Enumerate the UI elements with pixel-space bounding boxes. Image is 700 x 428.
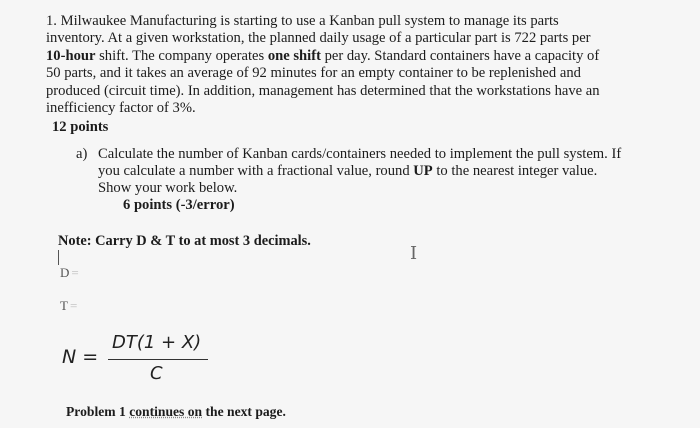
subquestion-marker: a) (76, 146, 88, 162)
problem-points: 12 points (52, 119, 109, 135)
continuation-note: Problem 1 continues on the next page. (66, 404, 286, 419)
t-equals: = (69, 298, 78, 313)
problem-line-2: inventory. At a given workstation, the planned daily usage of a particular part is 722 parts per (46, 30, 591, 47)
subquestion-line-3: Show your work below. (98, 180, 238, 196)
d-equals: = (71, 265, 79, 280)
subquestion-line-2: you calculate a number with a fractional value, round UP to the nearest integer value. (98, 163, 598, 179)
problem-line-3: 10-hour shift. The company operates one shift per day. Standard containers have a capacity of (46, 47, 600, 64)
problem-statement (46, 13, 646, 117)
subquestion-line-1: Calculate the number of Kanban cards/containers needed to implement the pull system. If (98, 146, 622, 162)
formula-lhs: N = (62, 346, 99, 368)
problem-line-5: produced (circuit time). In addition, management has determined that the workstations have an (46, 82, 600, 99)
carry-note: Note: Carry D & T to at most 3 decimals. (58, 233, 311, 249)
ibeam-cursor-icon: I (410, 243, 418, 264)
problem-line-1: 1. Milwaukee Manufacturing is starting to use a Kanban pull system to manage its parts (46, 13, 559, 29)
formula-denominator: C (150, 363, 163, 384)
subquestion-a (76, 146, 636, 214)
subquestion-points: 6 points (-3/error) (123, 197, 235, 213)
t-answer-field[interactable] (60, 298, 77, 314)
fraction-bar (108, 359, 208, 360)
t-label: T (60, 298, 68, 313)
problem-line-4: 50 parts, and it takes an average of 92 minutes for an empty container to be replenished and (46, 65, 581, 82)
text-cursor (58, 250, 59, 265)
problem-line-6: inefficiency factor of 3%. (46, 100, 196, 117)
kanban-formula (62, 332, 262, 392)
d-label: D (60, 265, 70, 280)
d-answer-field[interactable] (60, 265, 79, 281)
formula-numerator: DT(1 + X) (112, 332, 202, 353)
